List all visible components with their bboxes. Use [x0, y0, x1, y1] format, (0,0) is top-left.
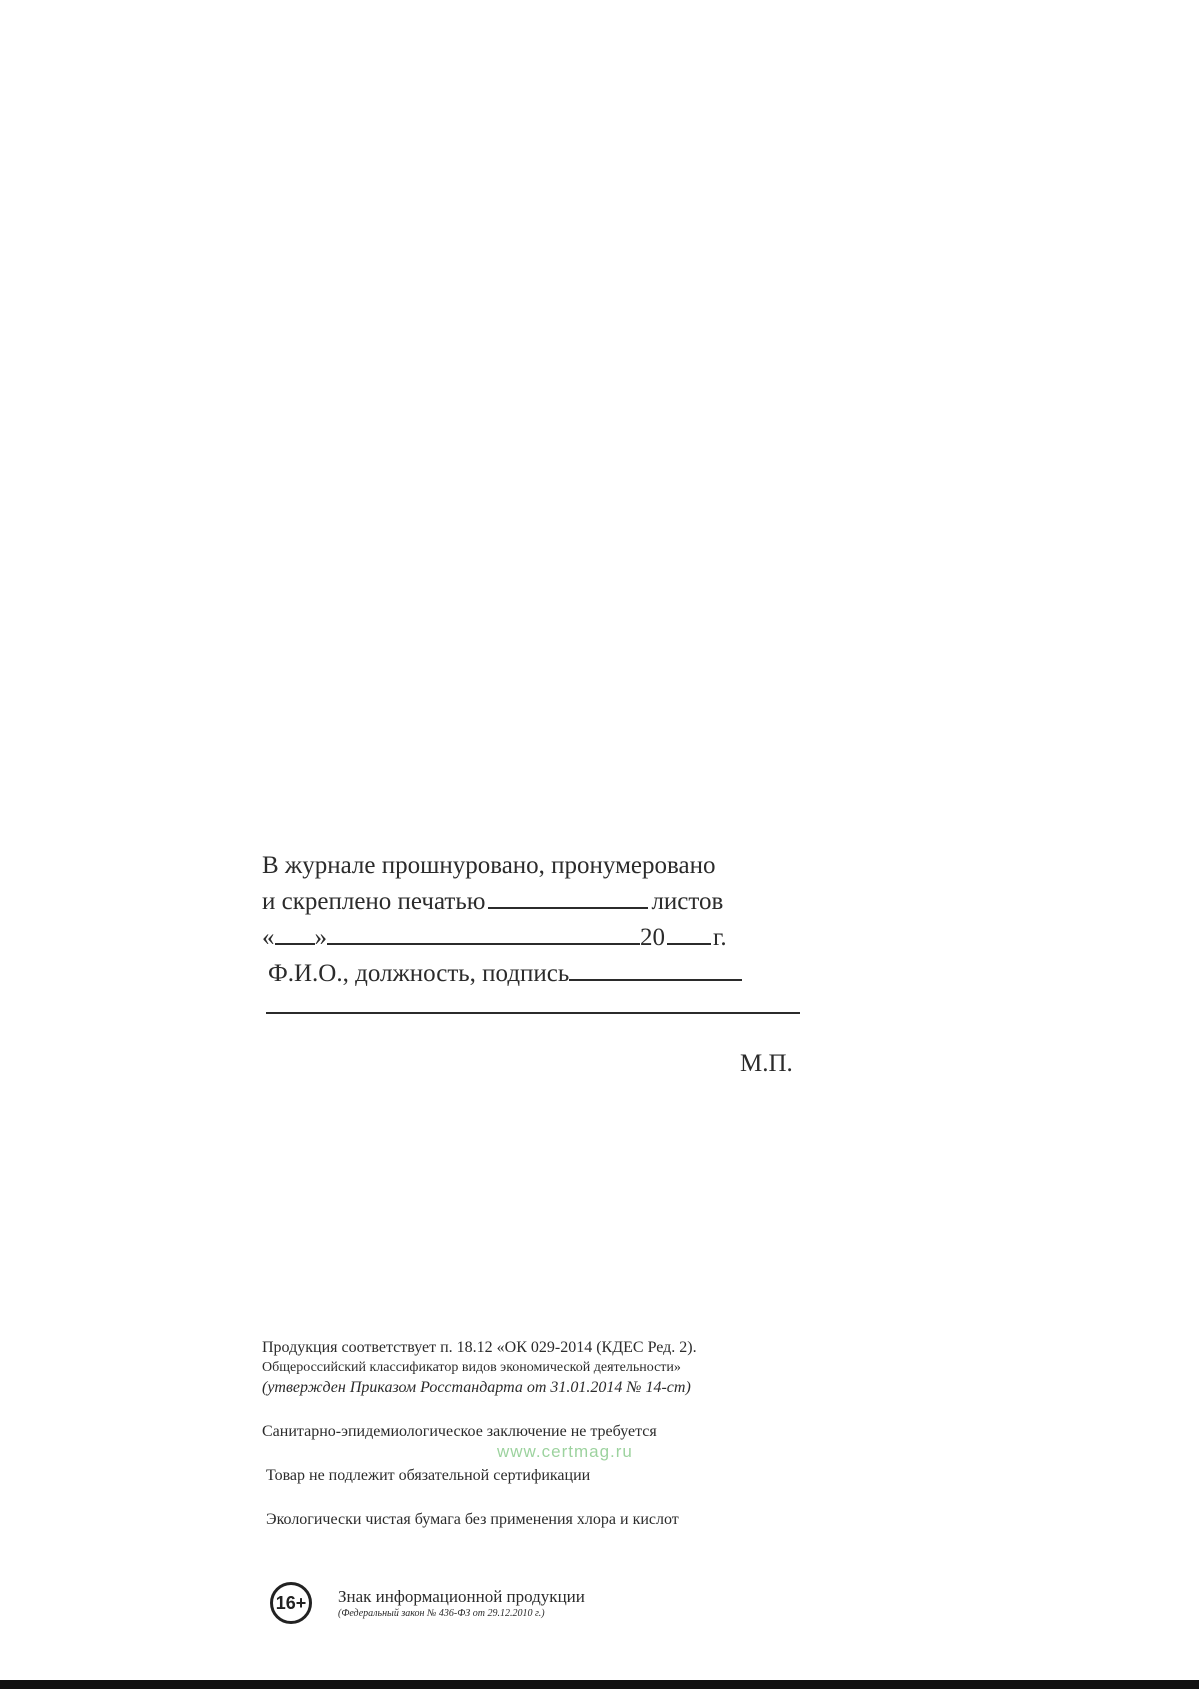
compliance-line-3: (утвержден Приказом Росстандарта от 31.01.2014 № 14-ст) [262, 1379, 691, 1396]
certification-note: Товар не подлежит обязательной сертификации [266, 1467, 591, 1484]
page-bottom-border [0, 1680, 1199, 1689]
stamp-place-label: М.П. [740, 1050, 793, 1077]
cert-line-2 [262, 884, 802, 920]
cert-line-1: В журнале прошнуровано, пронумеровано [262, 852, 716, 879]
product-info-block [262, 1338, 822, 1530]
cert-line-2-prefix: и скреплено печатью [262, 888, 486, 915]
year-prefix: 20 [640, 924, 665, 951]
watermark: www.certmag.ru [497, 1442, 633, 1461]
close-quote: » [314, 924, 327, 951]
age-rating-row [270, 1582, 585, 1624]
eco-paper-note: Экологически чистая бумага без применения хлора и кислот [266, 1511, 679, 1528]
cert-line-2-suffix: листов [651, 888, 724, 915]
signature-blank[interactable] [569, 957, 742, 981]
cert-line-5 [262, 992, 802, 1028]
day-blank[interactable] [275, 921, 315, 945]
compliance-line-2: Общероссийский классификатор видов экономической деятельности» [262, 1360, 681, 1375]
year-blank[interactable] [667, 921, 711, 945]
year-suffix: г. [713, 924, 727, 951]
age-rating-text [338, 1587, 585, 1620]
month-blank[interactable] [327, 921, 640, 945]
signature-continuation-blank[interactable] [266, 992, 800, 1014]
open-quote: « [262, 924, 275, 951]
compliance-line-1: Продукция соответствует п. 18.12 «ОК 029-2014 (КДЕС Ред. 2). [262, 1339, 697, 1356]
sanitary-note: Санитарно-эпидемиологическое заключение не требуется [262, 1423, 657, 1440]
certification-block [262, 848, 802, 1028]
law-reference: (Федеральный закон № 436-ФЗ от 29.12.2010 г.) [338, 1607, 545, 1619]
cert-line-4 [262, 956, 802, 992]
age-rating-icon: 16+ [270, 1582, 312, 1624]
info-product-sign: Знак информационной продукции [338, 1586, 585, 1606]
cert-line-3-date [262, 920, 802, 956]
name-position-signature-label: Ф.И.О., должность, подпись [268, 960, 570, 987]
sheets-count-blank[interactable] [488, 885, 648, 909]
